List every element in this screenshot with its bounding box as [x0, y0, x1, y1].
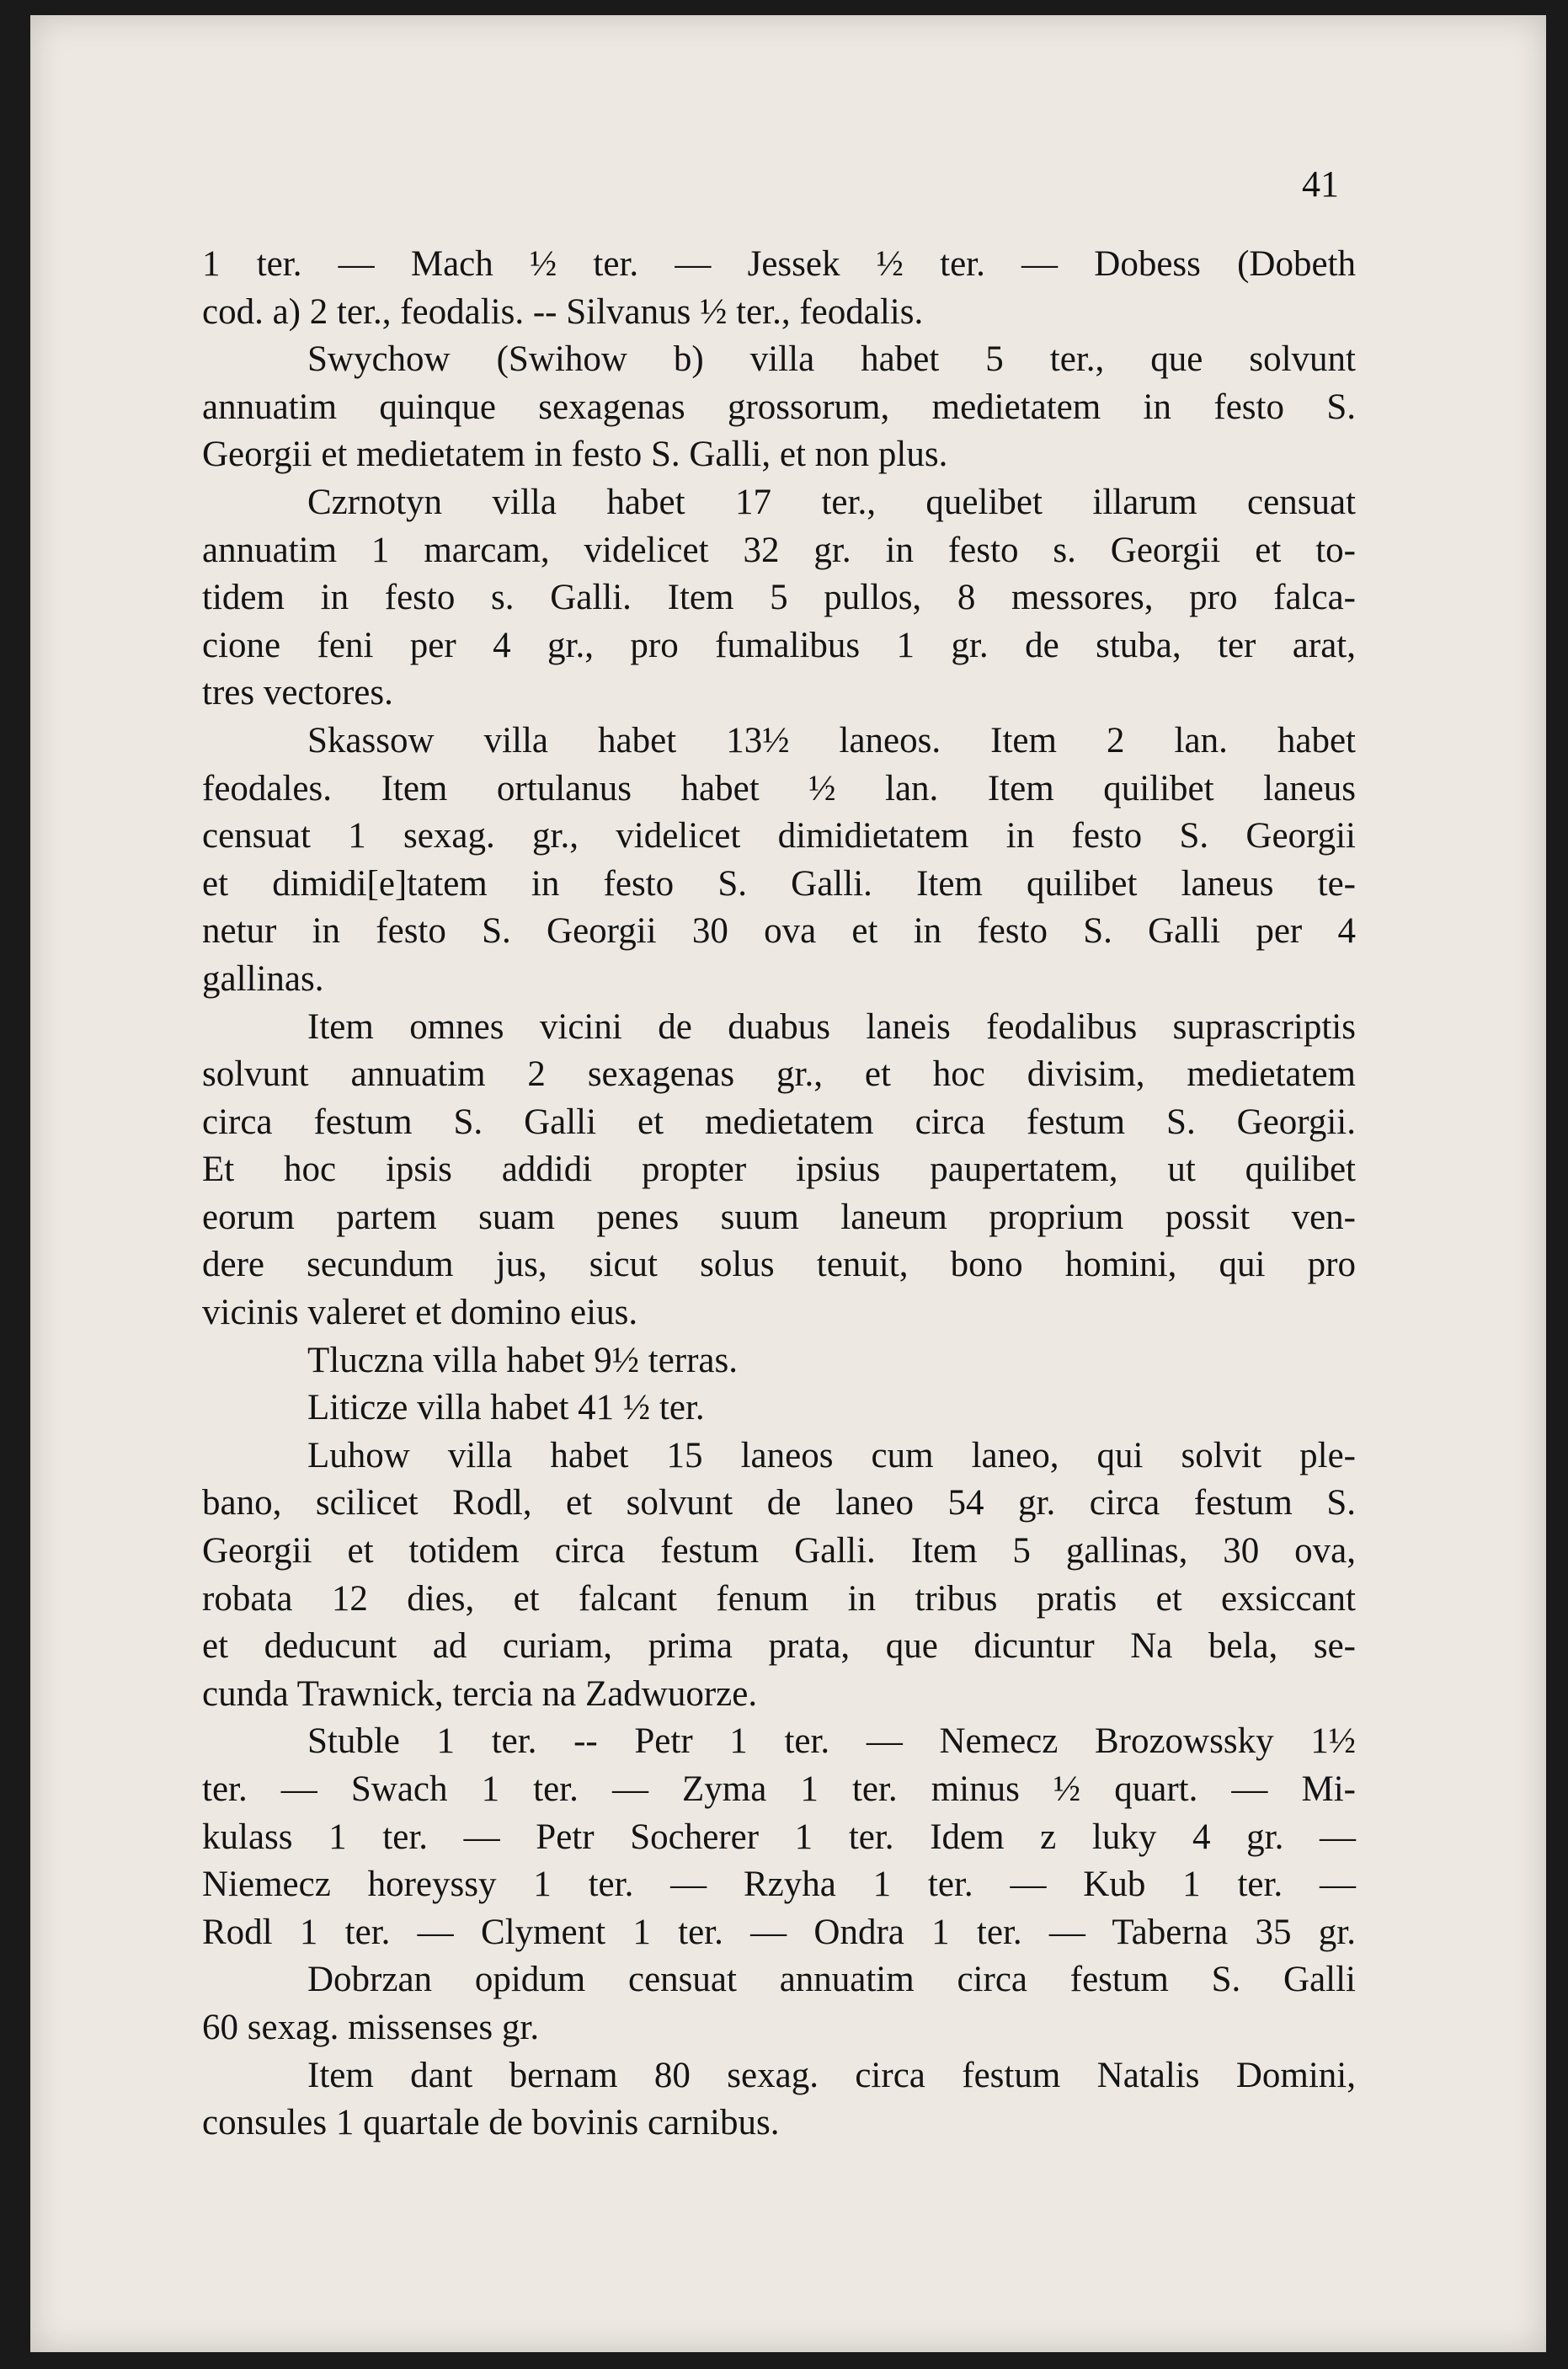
text-line: netur in festo S. Georgii 30 ova et in festo S. Galli per 4: [202, 911, 1356, 952]
text-line: 60 sexag. missenses gr.: [202, 2007, 540, 2047]
text-line: censuat 1 sexag. gr., videlicet dimidietatem in festo S. Georgii: [202, 816, 1356, 856]
text-line: gallinas.: [202, 958, 324, 999]
document-page: [30, 15, 1546, 2352]
text-line: circa festum S. Galli et medietatem circa festum S. Georgii.: [202, 1102, 1356, 1142]
text-line: Luhow villa habet 15 laneos cum laneo, qui solvit ple-: [307, 1435, 1356, 1475]
text-line: Tluczna villa habet 9½ terras.: [307, 1340, 739, 1380]
text-line: annuatim quinque sexagenas grossorum, medietatem in festo S.: [202, 387, 1356, 427]
text-line: Czrnotyn villa habet 17 ter., quelibet illarum censuat: [307, 482, 1356, 522]
text-line: cod. a) 2 ter., feodalis. -- Silvanus ½ ter., feodalis.: [202, 291, 924, 332]
text-line: vicinis valeret et domino eius.: [202, 1293, 638, 1333]
text-line: cione feni per 4 gr., pro fumalibus 1 gr. de stuba, ter arat,: [202, 625, 1356, 665]
page-number: 41: [1302, 163, 1339, 205]
text-line: cunda Trawnick, tercia na Zadwuorze.: [202, 1673, 758, 1714]
text-line: Georgii et medietatem in festo S. Galli, et non plus.: [202, 435, 948, 475]
text-line: Item omnes vicini de duabus laneis feodalibus suprascriptis: [307, 1006, 1356, 1047]
text-line: Dobrzan opidum censuat annuatim circa festum S. Galli: [307, 1960, 1356, 2000]
body-text: [202, 241, 1356, 2148]
text-line: solvunt annuatim 2 sexagenas gr., et hoc divisim, medietatem: [202, 1054, 1356, 1095]
text-line: kulass 1 ter. — Petr Socherer 1 ter. Idem z luky 4 gr. —: [202, 1817, 1356, 1857]
text-line: Georgii et totidem circa festum Galli. Item 5 gallinas, 30 ova,: [202, 1531, 1356, 1571]
text-line: 1 ter. — Mach ½ ter. — Jessek ½ ter. — Dobess (Dobeth: [202, 244, 1356, 284]
text-line: ter. — Swach 1 ter. — Zyma 1 ter. minus ½ quart. — Mi-: [202, 1769, 1356, 1809]
text-line: dere secundum jus, sicut solus tenuit, bono homini, qui pro: [202, 1245, 1356, 1285]
text-line: feodales. Item ortulanus habet ½ lan. Item quilibet laneus: [202, 768, 1356, 808]
text-line: tidem in festo s. Galli. Item 5 pullos, 8 messores, pro falca-: [202, 578, 1356, 618]
text-line: Item dant bernam 80 sexag. circa festum Natalis Domini,: [307, 2055, 1356, 2095]
text-line: robata 12 dies, et falcant fenum in tribus pratis et exsiccant: [202, 1578, 1356, 1619]
text-line: et dimidi[e]tatem in festo S. Galli. Item quilibet laneus te-: [202, 863, 1356, 904]
text-line: et deducunt ad curiam, prima prata, que dicuntur Na bela, se-: [202, 1626, 1356, 1667]
text-line: tres vectores.: [202, 673, 393, 713]
text-line: Swychow (Swihow b) villa habet 5 ter., que solvunt: [307, 339, 1356, 380]
text-line: bano, scilicet Rodl, et solvunt de laneo 54 gr. circa festum S.: [202, 1483, 1356, 1523]
text-line: consules 1 quartale de bovinis carnibus.: [202, 2103, 780, 2143]
text-line: Liticze villa habet 41 ½ ter.: [307, 1388, 705, 1428]
text-line: annuatim 1 marcam, videlicet 32 gr. in festo s. Georgii et to-: [202, 530, 1356, 570]
text-line: Skassow villa habet 13½ laneos. Item 2 lan. habet: [307, 720, 1356, 760]
text-line: Niemecz horeyssy 1 ter. — Rzyha 1 ter. — Kub 1 ter. —: [202, 1865, 1356, 1905]
text-line: Et hoc ipsis addidi propter ipsius paupertatem, ut quilibet: [202, 1150, 1356, 1190]
text-line: Stuble 1 ter. -- Petr 1 ter. — Nemecz Brozowssky 1½: [307, 1721, 1356, 1762]
text-line: eorum partem suam penes suum laneum proprium possit ven-: [202, 1197, 1356, 1237]
text-line: Rodl 1 ter. — Clyment 1 ter. — Ondra 1 ter. — Taberna 35 gr.: [202, 1912, 1356, 1952]
